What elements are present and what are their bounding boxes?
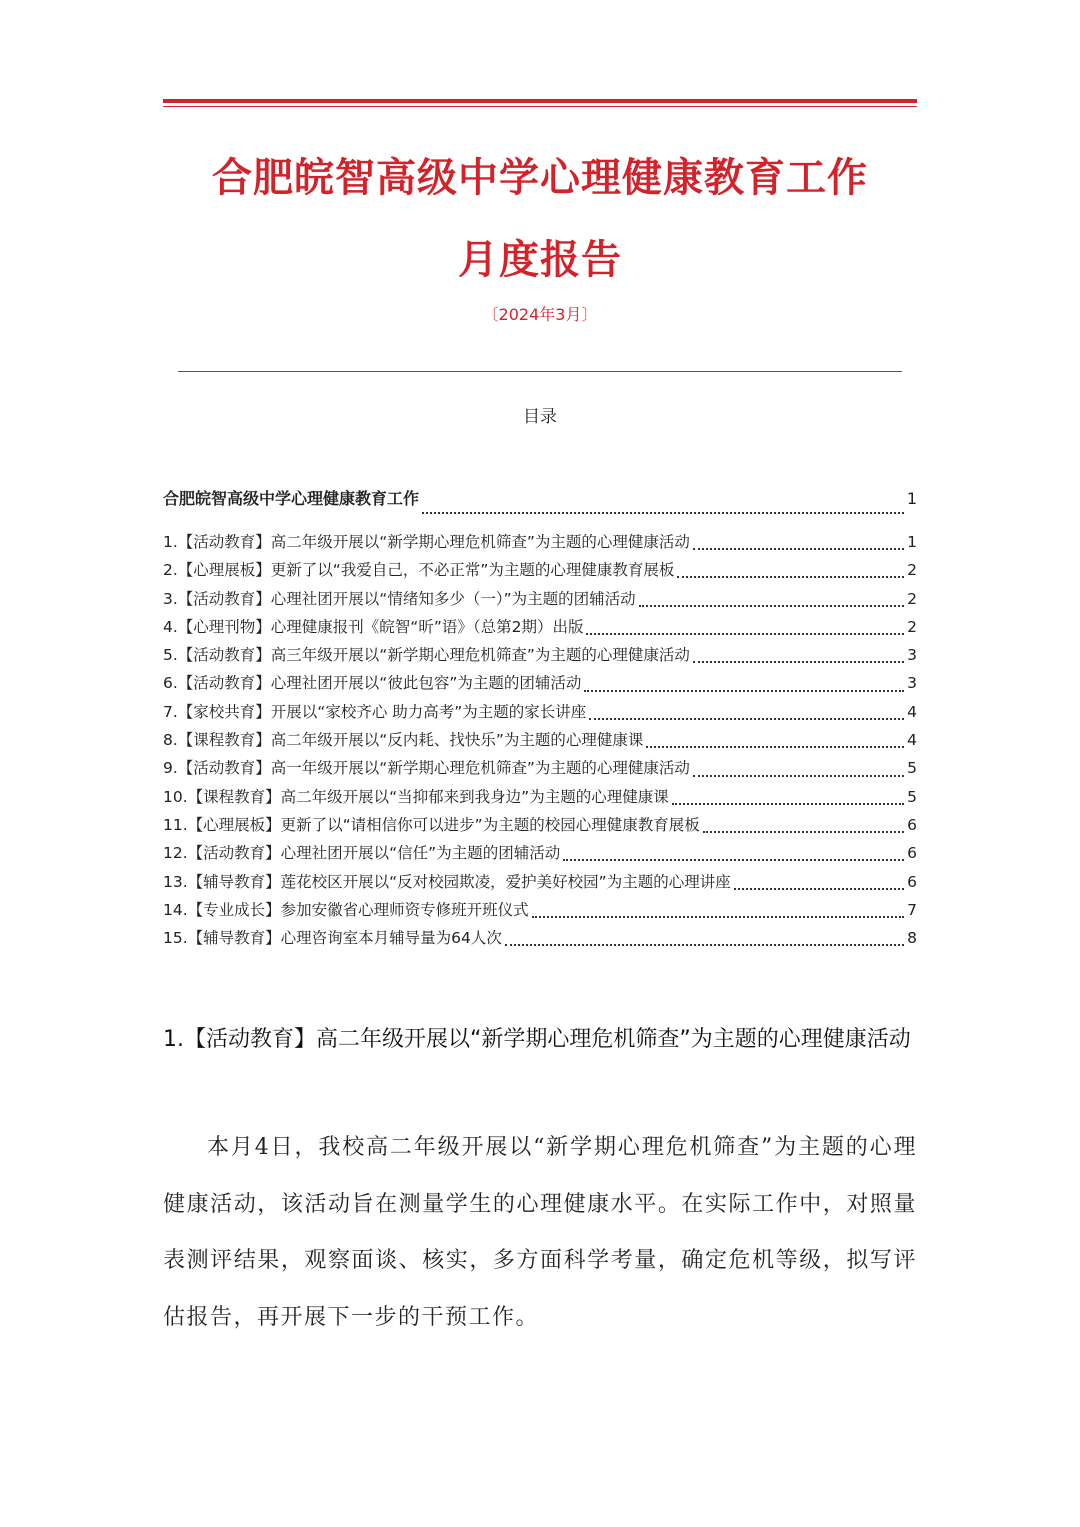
toc-entry-page: 2 (907, 589, 917, 608)
toc-entry-page: 5 (907, 759, 917, 778)
toc-leader-dots (532, 916, 904, 918)
title-divider (178, 371, 902, 372)
toc-entry-list (163, 530, 917, 954)
toc-entry-page: 1 (907, 533, 917, 551)
toc-entry[interactable] (163, 643, 917, 671)
toc-entry[interactable] (163, 898, 917, 926)
toc-entry-page: 3 (907, 646, 917, 665)
toc-entry-page: 4 (907, 702, 917, 721)
toc-entry-page: 1 (906, 489, 917, 508)
toc-entry-page: 2 (907, 561, 917, 580)
toc-entry[interactable] (163, 756, 917, 784)
toc-entry-text: 5.【活动教育】高三年级开展以“新学期心理危机筛查”为主题的心理健康活动 (163, 646, 690, 665)
toc-entry-page: 5 (907, 787, 917, 806)
toc-entry-page: 6 (907, 872, 917, 891)
header-double-rule-thick (163, 99, 917, 103)
toc-leader-dots (639, 605, 905, 607)
toc-main-entry[interactable] (163, 486, 917, 530)
toc-heading: 目录 (523, 407, 557, 427)
toc-entry-text: 9.【活动教育】高一年级开展以“新学期心理危机筛查”为主题的心理健康活动 (163, 759, 690, 778)
toc-leader-dots (693, 548, 904, 550)
toc-entry[interactable] (163, 813, 917, 841)
toc-entry[interactable] (163, 587, 917, 615)
toc-entry-text: 2.【心理展板】更新了以“我爱自己，不必正常”为主题的心理健康教育展板 (163, 561, 675, 580)
toc-entry[interactable] (163, 615, 917, 643)
toc-leader-dots (672, 803, 904, 805)
toc-entry[interactable] (163, 671, 917, 699)
toc-entry-page: 8 (907, 929, 917, 948)
toc-leader-dots (646, 746, 904, 748)
toc-leader-dots (703, 831, 904, 833)
toc-entry[interactable] (163, 700, 917, 728)
toc-entry-text: 3.【活动教育】心理社团开展以“情绪知多少（一）”为主题的团辅活动 (163, 589, 636, 608)
toc-entry-page: 2 (907, 617, 917, 636)
header-double-rule-thin (163, 106, 917, 107)
table-of-contents (163, 486, 917, 954)
toc-entry-text: 10.【课程教育】高二年级开展以“当抑郁来到我身边”为主题的心理健康课 (163, 787, 669, 806)
toc-leader-dots (563, 859, 904, 861)
toc-entry-text: 8.【课程教育】高二年级开展以“反内耗、找快乐”为主题的心理健康课 (163, 731, 644, 750)
toc-entry[interactable] (163, 841, 917, 869)
toc-entry-text: 合肥皖智高级中学心理健康教育工作 (163, 489, 420, 508)
section-1-heading: 1.【活动教育】高二年级开展以“新学期心理危机筛查”为主题的心理健康活动 (163, 1027, 911, 1052)
toc-entry-text: 13.【辅导教育】莲花校区开展以“反对校园欺凌，爱护美好校园”为主题的心理讲座 (163, 872, 731, 891)
section-1-body: 本月4日，我校高二年级开展以“新学期心理危机筛查”为主题的心理健康活动，该活动旨在测量学生的心理健康水平。在实际工作中，对照量表测评结果，观察面谈、核实，多方面科学考量，确定危机等级，拟写评估报告，再开展下一步的干预工作。 (163, 1135, 917, 1330)
toc-entry-text: 1.【活动教育】高二年级开展以“新学期心理危机筛查”为主题的心理健康活动 (163, 533, 690, 551)
toc-entry[interactable] (163, 870, 917, 898)
toc-entry-page: 3 (907, 674, 917, 693)
toc-entry-text: 12.【活动教育】心理社团开展以“信任”为主题的团辅活动 (163, 844, 561, 863)
toc-leader-dots (734, 888, 904, 890)
report-title-line1: 合肥皖智高级中学心理健康教育工作 (212, 154, 868, 201)
toc-entry-page: 6 (907, 844, 917, 863)
toc-leader-dots (586, 633, 904, 635)
toc-entry-text: 4.【心理刊物】心理健康报刊《皖智“昕”语》（总第2期）出版 (163, 617, 584, 636)
toc-entry-text: 15.【辅导教育】心理咨询室本月辅导量为64人次 (163, 929, 502, 948)
toc-entry-text: 14.【专业成长】参加安徽省心理师资专修班开班仪式 (163, 900, 529, 919)
toc-leader-dots (589, 718, 904, 720)
toc-leader-dots (677, 576, 904, 578)
report-date: 〔2024年3月〕 (482, 305, 598, 324)
toc-entry-page: 6 (907, 815, 917, 834)
toc-leader-dots (693, 775, 904, 777)
toc-entry-text: 6.【活动教育】心理社团开展以“彼此包容”为主题的团辅活动 (163, 674, 582, 693)
report-title-line2: 月度报告 (458, 236, 622, 283)
toc-entry-text: 11.【心理展板】更新了以“请相信你可以进步”为主题的校园心理健康教育展板 (163, 815, 700, 834)
toc-leader-dots (693, 661, 904, 663)
toc-entry[interactable] (163, 926, 917, 954)
toc-leader-dots (422, 512, 904, 514)
toc-entry-text: 7.【家校共育】开展以“家校齐心 助力高考”为主题的家长讲座 (163, 702, 587, 721)
toc-entry[interactable] (163, 558, 917, 586)
toc-entry-page: 4 (907, 731, 917, 750)
toc-entry[interactable] (163, 785, 917, 813)
toc-entry[interactable] (163, 530, 917, 558)
toc-entry-page: 7 (907, 900, 917, 919)
toc-leader-dots (505, 944, 904, 946)
toc-leader-dots (584, 690, 904, 692)
toc-entry[interactable] (163, 728, 917, 756)
